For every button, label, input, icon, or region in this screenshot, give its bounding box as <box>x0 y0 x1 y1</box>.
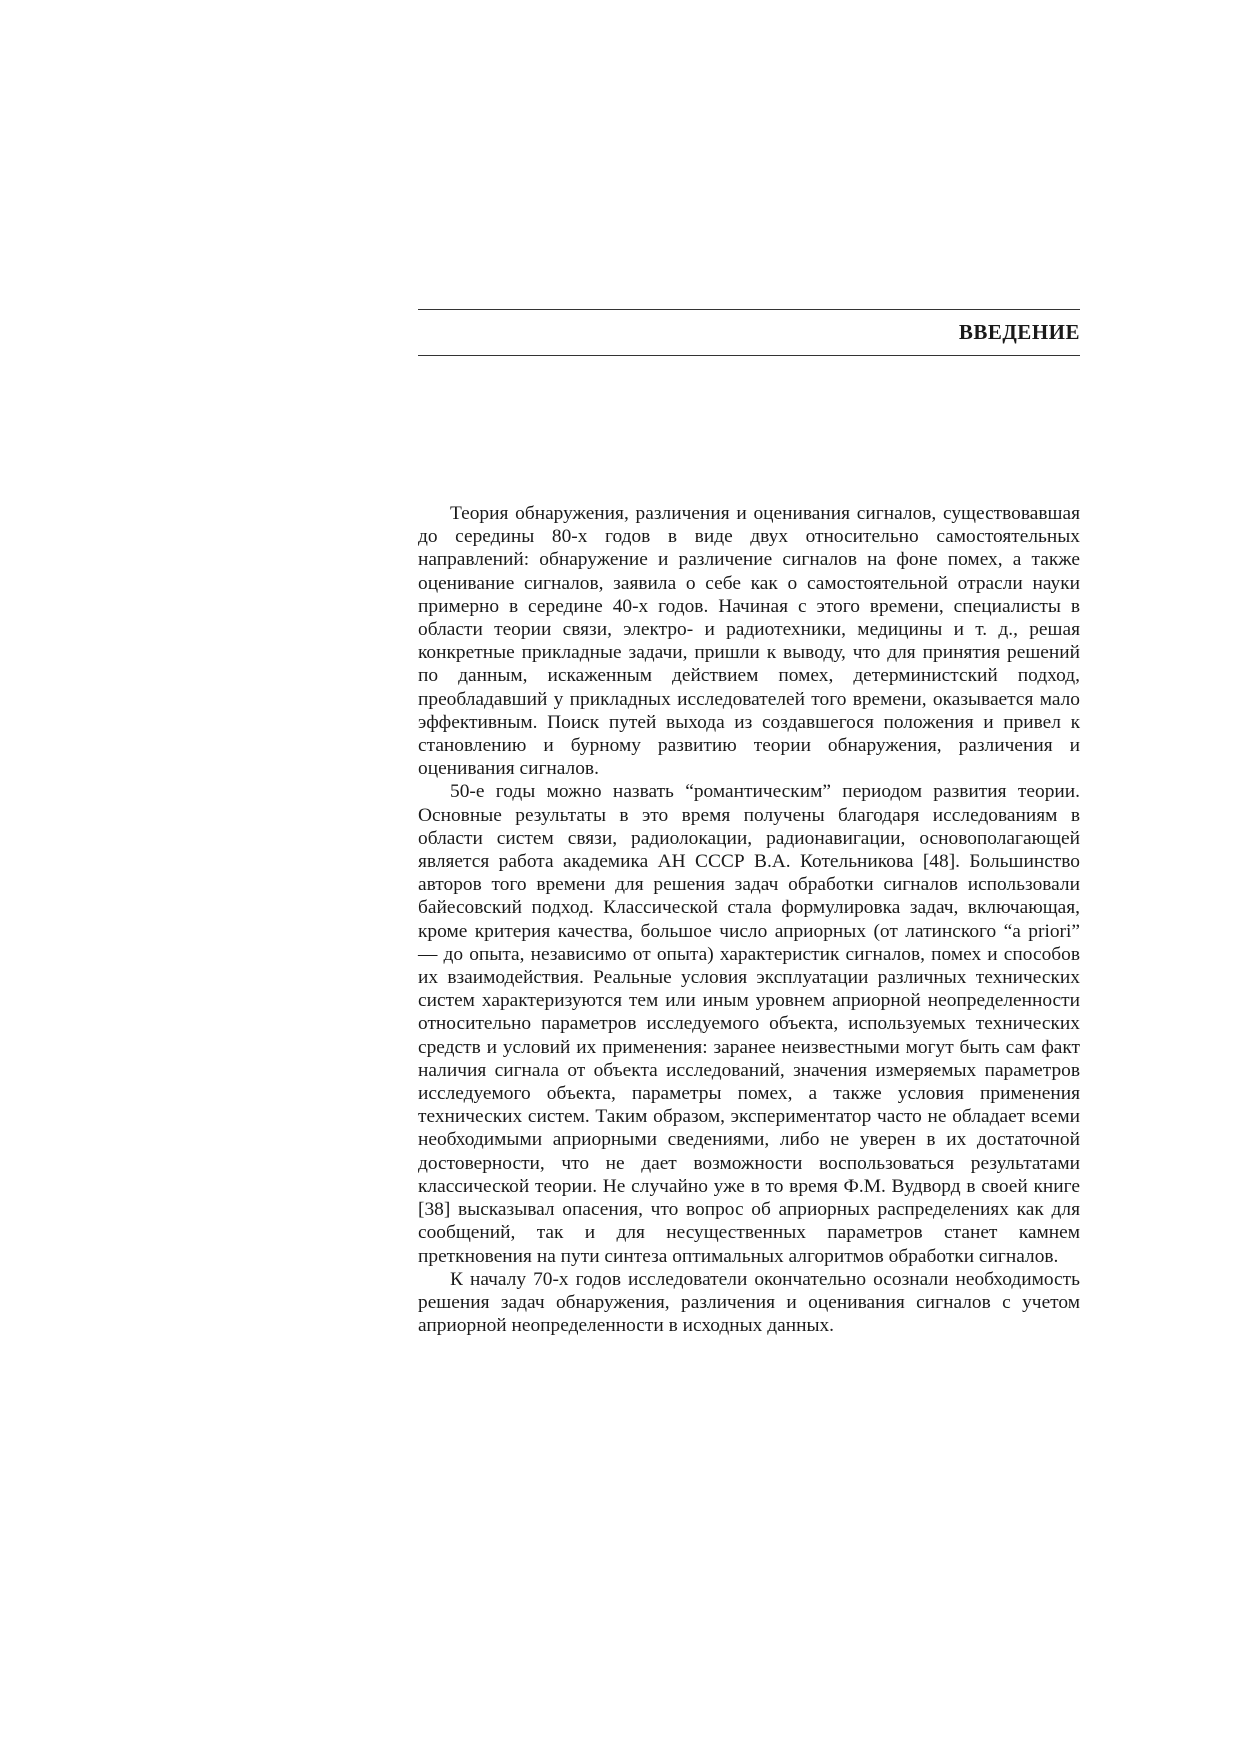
paragraph-2: 50-е годы можно назвать “романтическим” периодом развития теории. Основные результаты в это время получены благодаря исследованиям в области систем связи, радиолокации, радионавигации, основополагающей является работа академика АН СССР В.А. Котельникова [48]. Большинство авторов того времени для решения задач обработки сигналов использовали байесовский подход. Классической стала формулировка задач, включающая, кроме критерия качества, большое число априорных (от латинского “a priori” — до опыта, независимо от опыта) характеристик сигналов, помех и способов их взаимодействия. Реальные условия эксплуатации различных технических систем характеризуются тем или иным уровнем априорной неопределенности относительно параметров исследуемого объекта, используемых технических средств и условий их применения: заранее неизвестными могут быть сам факт наличия сигнала от объекта исследований, значения измеряемых параметров исследуемого объекта, параметры помех, а также условия применения технических систем. Таким образом, экспериментатор часто не обладает всеми необходимыми априорными сведениями, либо не уверен в их достаточной достоверности, что не дает возможности воспользоваться результатами классической теории. Не случайно уже в то время Ф.М. Вудворд в своей книге [38] высказывал опасения, что вопрос об априорных распределениях как для сообщений, так и для несущественных параметров станет камнем преткновения на пути синтеза оптимальных алгоритмов обработки сигналов. <box>418 781 1080 1267</box>
header-rule-top <box>418 309 1080 310</box>
chapter-title: ВВЕДЕНИЕ <box>958 320 1080 344</box>
paragraph-3: К началу 70-х годов исследователи окончательно осознали необходимость решения задач обнаружения, различения и оценивания сигналов с учетом априорной неопределенности в исходных данных. <box>418 1268 1080 1337</box>
header-rule-bottom <box>418 355 1080 356</box>
paragraph-1: Теория обнаружения, различения и оценивания сигналов, существовавшая до середины 80-х годов в виде двух относительно самостоятельных направлений: обнаружение и различение сигналов на фоне помех, а также оценивание сигналов, заявила о себе как о самостоятельной отрасли науки примерно в середине 40-х годов. Начиная с этого времени, специалисты в области теории связи, электро- и радиотехники, медицины и т. д., решая конкретные прикладные задачи, пришли к выводу, что для принятия решений по данным, искаженным действием помех, детерминистский подход, преобладавший у прикладных исследователей того времени, оказывается мало эффективным. Поиск путей выхода из создавшегося положения и привел к становлению и бурному развитию теории обнаружения, различения и оценивания сигналов. <box>418 503 1080 780</box>
body-text <box>418 502 1080 1337</box>
